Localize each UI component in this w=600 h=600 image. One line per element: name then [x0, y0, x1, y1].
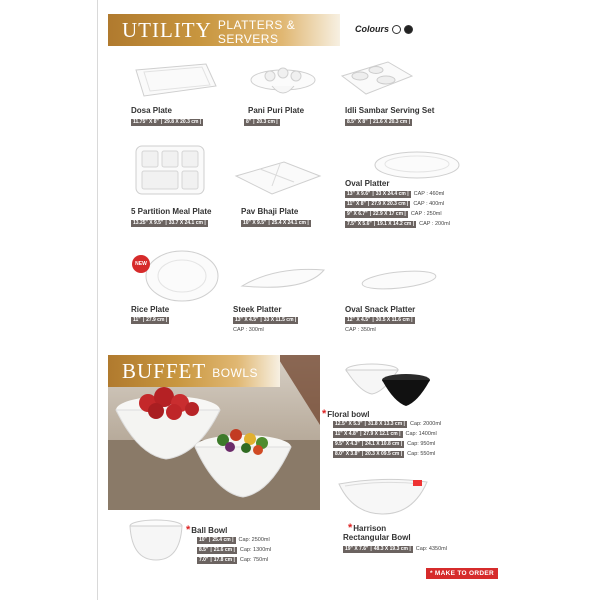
buffet-subtitle: BOWLS [212, 366, 259, 380]
oval-snack-dims: 12" X 4.5" | 30.5 X 11.6 cm | [347, 316, 413, 323]
colours-label: Colours [355, 24, 390, 34]
idli-sambar-set-image [338, 56, 414, 102]
oval-platter-name: Oval Platter [345, 179, 390, 188]
make-to-order-star-icon: * [186, 524, 191, 536]
steek-platter-name: Steek Platter [233, 305, 282, 314]
harrison-bowl-image [335, 474, 431, 518]
floral-bowl-image [342, 362, 434, 410]
rice-plate-image [140, 248, 222, 304]
buffet-title: BUFFET [122, 358, 207, 383]
ball-bowl-dims: 10" | 25.4 cm | Cap: 2500ml 8.5" | 21.6 cm | Cap: 1300ml 7.0" | 17.8 cm | Cap: 750ml [199, 536, 272, 563]
make-to-order-label: * MAKE TO ORDER [426, 568, 498, 579]
oval-snack-platter-image [358, 266, 440, 294]
oval-snack-platter-name: Oval Snack Platter [345, 305, 416, 314]
rice-plate-dims: 11" | 27.9 cm | [133, 316, 168, 323]
ball-bowl-name: *Ball Bowl [186, 524, 228, 536]
make-to-order-star-icon: * [322, 408, 327, 420]
black-colour-swatch [404, 25, 413, 34]
colours-legend [355, 24, 413, 34]
pav-bhaji-plate-image [232, 158, 324, 200]
floral-bowl-dims: 12.5" X 5.3" | 31.8 X 13.3 cm | Cap: 2000ml 11" X 4.8" | 27.9 X 12.1 cm | Cap: 1400ml 9.5" X 4.3" | 24.1 X 10.8 cm | Cap: 950ml 8.0" X 3.8" | 20.3 X 09.5 cm | Cap: 550ml [335, 420, 442, 457]
pav-bhaji-plate-name: Pav Bhaji Plate [241, 207, 299, 216]
partition-plate-name: 5 Partition Meal Plate [131, 207, 212, 216]
oval-platter-dims: 13" X 9.6" | 33 X 24.4 cm | CAP : 460ml 11" X 8" | 27.9 X 20.3 cm | CAP : 400ml 9" X 6.7" | 22.9 X 17 cm | CAP : 250ml 7.5" X 5.6" | 19.1 X 14.2 cm | CAP : 200ml [347, 190, 450, 227]
partition-meal-plate-image [132, 142, 208, 198]
pani-puri-plate-name: Pani Puri Plate [248, 106, 305, 115]
rice-plate-name: Rice Plate [131, 305, 170, 314]
utility-banner [108, 14, 340, 46]
steek-platter-dims: 13" X 4.5" | 33 X 11.5 cm | [235, 316, 297, 323]
pani-puri-dims: 8" | 20.3 cm | [246, 118, 278, 125]
dosa-dims: 11.75" X 8" | 29.8 X 20.3 cm | [133, 118, 202, 125]
page-margin-line [97, 0, 98, 600]
new-badge: NEW [132, 255, 150, 273]
steek-platter-image [236, 262, 332, 296]
idli-sambar-name: Idli Sambar Serving Set [345, 106, 435, 115]
oval-snack-capacity: CAP : 350ml [345, 327, 376, 333]
pav-bhaji-dims: 10" X 9.5" | 25.4 X 24.1 cm | [243, 219, 309, 226]
utility-subtitle: PLATTERS & SERVERS [217, 18, 296, 46]
partition-dims: 13.25" X 9.5" | 33.7 X 24.1 cm | [133, 219, 206, 226]
dosa-plate-image [128, 58, 218, 100]
pani-puri-plate-image [244, 62, 322, 102]
ball-bowl-image [126, 518, 186, 564]
harrison-bowl-name: *Harrison [348, 522, 387, 534]
buffet-banner [108, 355, 280, 387]
harrison-bowl-dims: 19" X 7.6" | 48.3 X 19.3 cm | Cap: 4350ml [345, 545, 447, 552]
make-to-order-star-icon: * [348, 522, 353, 534]
idli-sambar-dims: 8.5" X 8" | 21.6 X 20.3 cm | [347, 118, 410, 125]
harrison-bowl-name-2: Rectangular Bowl [343, 533, 411, 542]
white-colour-swatch [392, 25, 401, 34]
dosa-plate-name: Dosa Plate [131, 106, 172, 115]
utility-title: UTILITY [122, 17, 212, 42]
floral-bowl-name: *Floral bowl [322, 408, 370, 420]
steek-capacity: CAP : 300ml [233, 327, 264, 333]
